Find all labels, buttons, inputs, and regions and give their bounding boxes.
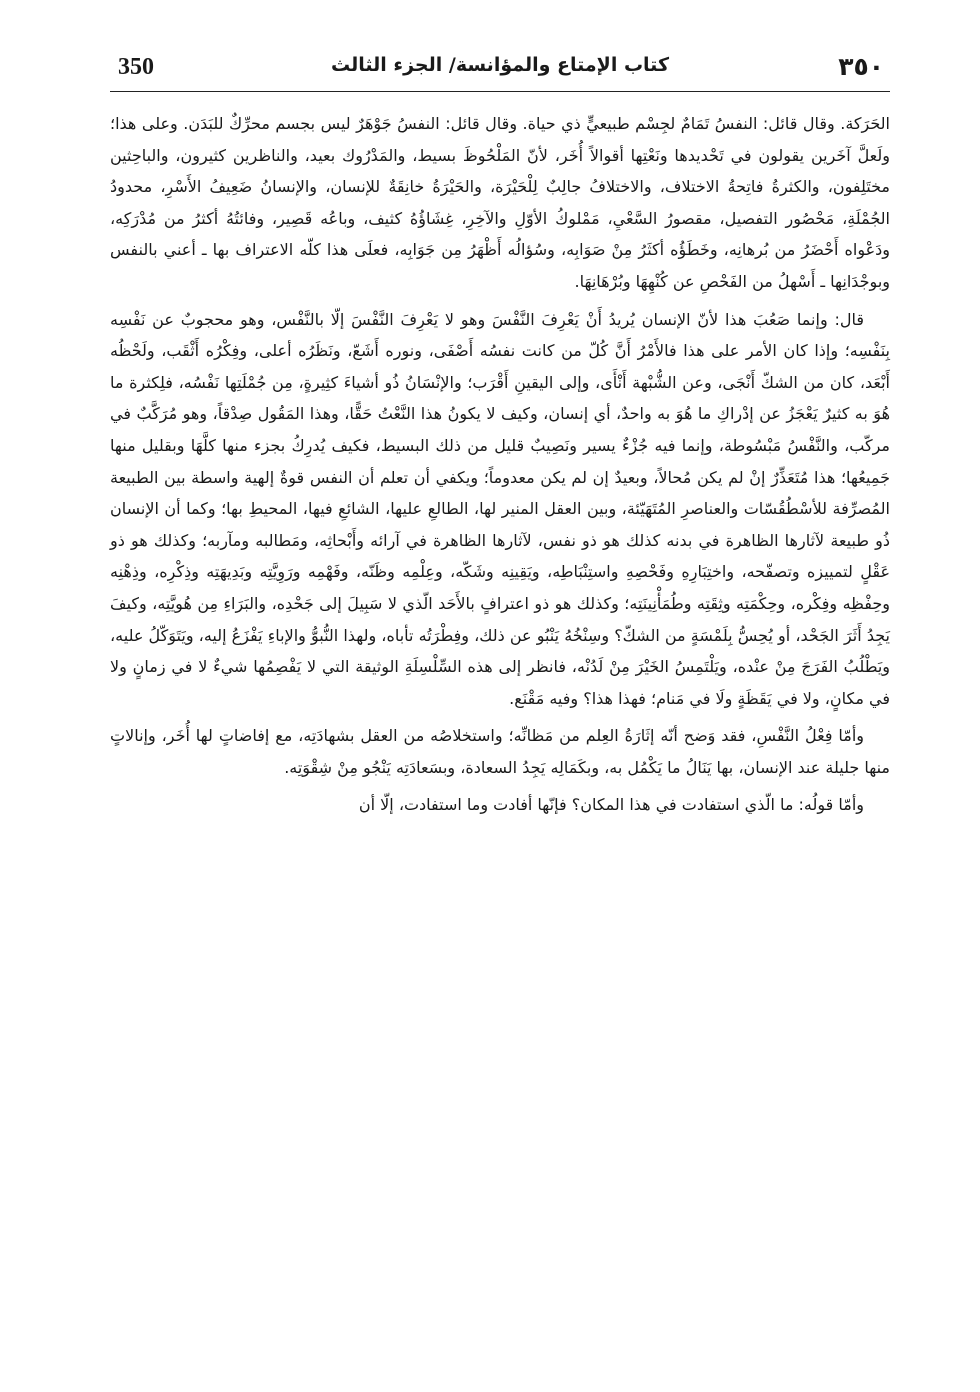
page-header	[110, 50, 890, 92]
paragraph-4: وأمّا قولُه: ما الّذي استفادت في هذا المكان؟ فإنّها أفادت وما استفادت، إلّا أن	[358, 795, 864, 815]
paragraph-2: قال: وإنما صَعُبَ هذا لأنّ الإنسان يُريدُ أَنْ يَعْرِفَ النَّفْسَ وهو لا يَعْرِفَ النَّفْسَ إلّا بالنَّفْس، وهو محجوبٌ عن نَفْسِه بِنَفْسِه؛ وإذا كان الأمر على هذا فالأَمْرُ أَنَّ كُلّ من كانت نفسُه أَصْفَى، ونوره أَشَعّ، ونَظَرُه أعلى، وفِكْرُه أَثْقَب، ولَحْظُه أَبْعَد، كان من الشكّ أَنْجَى، وعن الشُّبْهة أَنْأَى، وإلى اليقينِ أَقْرَب؛ والإنْسَانُ ذُو أشياءَ كثِيرةٍ، مِن جُمْلَتِها نَفْسُه، فلِكثرة ما هُوَ به كثيرٌ يَعْجَزُ عن إدْراكِ ما هُوَ به واحدٌ، أي إنسان، وكيف لا يكونُ هذا النَّعْتُ حَقًّا، وهذا المَقُول صِدْقاً، وهو مُرَكَّبٌ في مركّب، والنَّفْسُ مَبْسُوطة، وإنما فيه جُزْءٌ يسير ونَصِيبٌ قليل من ذلك البسيط، فكيف يُدرِكُ بجزء منها كلَّهَا وبقليل منها جَمِيعُها؛ هذا مُتَعَذِّرٌ إنْ لم يكن مُحالاً، وبعيدٌ إن لم يكن معدوماً؛ ويكفي أن تعلم أن النفس قوةٌ إلهية واسطة بين الطبيعة المُصرِّفة للأسْطُقُسّات والعناصرِ المُتَهَيّئة، وبين العقل المنير لها، الطالعِ عليها، الشائعِ فيها، المحيطِ بها؛ وكما أن الإنسان ذُو طبيعة لآثارها الظاهرة في بدنه كذلك هو ذو نفس، لآثارها الظاهرة في آرائه وأَبْحاثِه، ومَطالبه ومآربه؛ وكذلك هو ذو عَقْلٍ لتمييزه وتصفّحه، واختِبَارِهِ وفَحْصِهِ واستِنْبَاطِه، ويَقِينِه وشَكّه، وعِلْمِه وظَنّه، وفَهْمِه ورَوِيَّتِه وبَدِيهَتِه وذِكْرِه، وذِهْنِه وحِفْظِه وفِكْره، وحِكْمَتِه وثِقَتِه وطُمَأْنِينَتِه؛ وكذلك هو ذو اعترافٍ بالأَحَد الّذي لا سَبِيلَ إلى جَحْدِه، والبَرَاءِ مِن هُويَّتِه، وكيفَ يَجِدُ أَثَرَ الجَحْد، أو يُحِسُّ بِلَمْسَةٍ من الشكّ؟ وسِنْخُهُ يَنْبُو عن ذلك، وفِطْرَتُه تأباه، ولهذا النُّبوُّ والإباءِ يَفْزَعُ إليه، ويَتَوَكّلُ عليه، ويَطْلُبُ الفَرَجَ مِنْ عنْده، ويَلْتَمِسُ الخَيْرَ مِنْ لَدُنْه، فانظر إلى هذه السِّلْسِلَةِ الوثيقة التي لا يَفْصِمُها شيءٌ لا في زمانٍ ولا في مكانٍ، ولا في يَقَظَةٍ ولَا في مَنام؛ فهذا هذا؟ وفيه مَقْنَع.	[110, 309, 890, 708]
running-title: كتاب الإمتاع والمؤانسة/ الجزء الثالث	[331, 54, 669, 76]
paragraph-1: الحَرَكة. وقال قائل: النفسُ تَمَامٌ لجِسْم طبيعيٍّ ذي حياة. وقال قائل: النفسُ جَوْهَرٌ ليس بجسم محرِّكٌ للبَدَن. وعلى هذا؛ ولَعلَّ آخَرين يقولون في تَحْديدها ونَعْتِها أقوالاً أُخَر، لأنّ المَلْحُوظَ بسيط، والمَدْرُوك بعيد، والناظرين كثيرون، والباحِثين مختَلِفون، والكثرةُ فاتِحةُ الاختلاف، والاختلافُ جالِبٌ لِلْحَيْرَة، والحَيْرَةُ خانِقَةٌ للإنسان، والإنسانُ ضَعِيفُ الأَسْرِ، محدودُ الجُمْلَةِ، مَحْصُور التفصيل، مقصورُ السَّعْيِ، مَمْلوكُ الأوّلِ والآخِرِ، غِشَاؤُهُ كثيف، وباعُه قَصِير، وفائتُهُ أكثرُ من مُدْرَكِه، ودَعْواه أَحْضَرُ من بُرهانِه، وخَطَؤُه أكثَرُ مِنْ صَوَابِه، وسُؤالُه أَظْهَرُ مِن جَوَابِه، فعلَى هذا كلّه الاعتراف بها ـ أعني بالنفس وبوجْدَانِها ـ أَسْهلُ من الفَحْصِ عن كُنْهِهَا وبُرْهَانِهَا.	[110, 114, 890, 291]
body-text	[110, 108, 890, 821]
header-rule	[110, 91, 890, 92]
paragraph-3: وأمّا فِعْلُ النَّفْسِ، فقد وَضح أنّه إثَارَةُ العِلم من مَظانِّه؛ واستخلاصُه من العقل بشهادَتِه، مع إفاضاتٍ لها أُخَر، وإنالاتٍ منها جليلة عند الإنسان، بها يَنَالُ ما يَكْمُل به، وبكَمَالِه يَجِدُ السعادة، وبسَعادَتِه يَنْجُو مِنْ شِقْوَتِه.	[110, 726, 890, 777]
page-number-latin: 350	[118, 54, 154, 80]
page-number-arabic: ٣٥٠	[838, 52, 884, 81]
